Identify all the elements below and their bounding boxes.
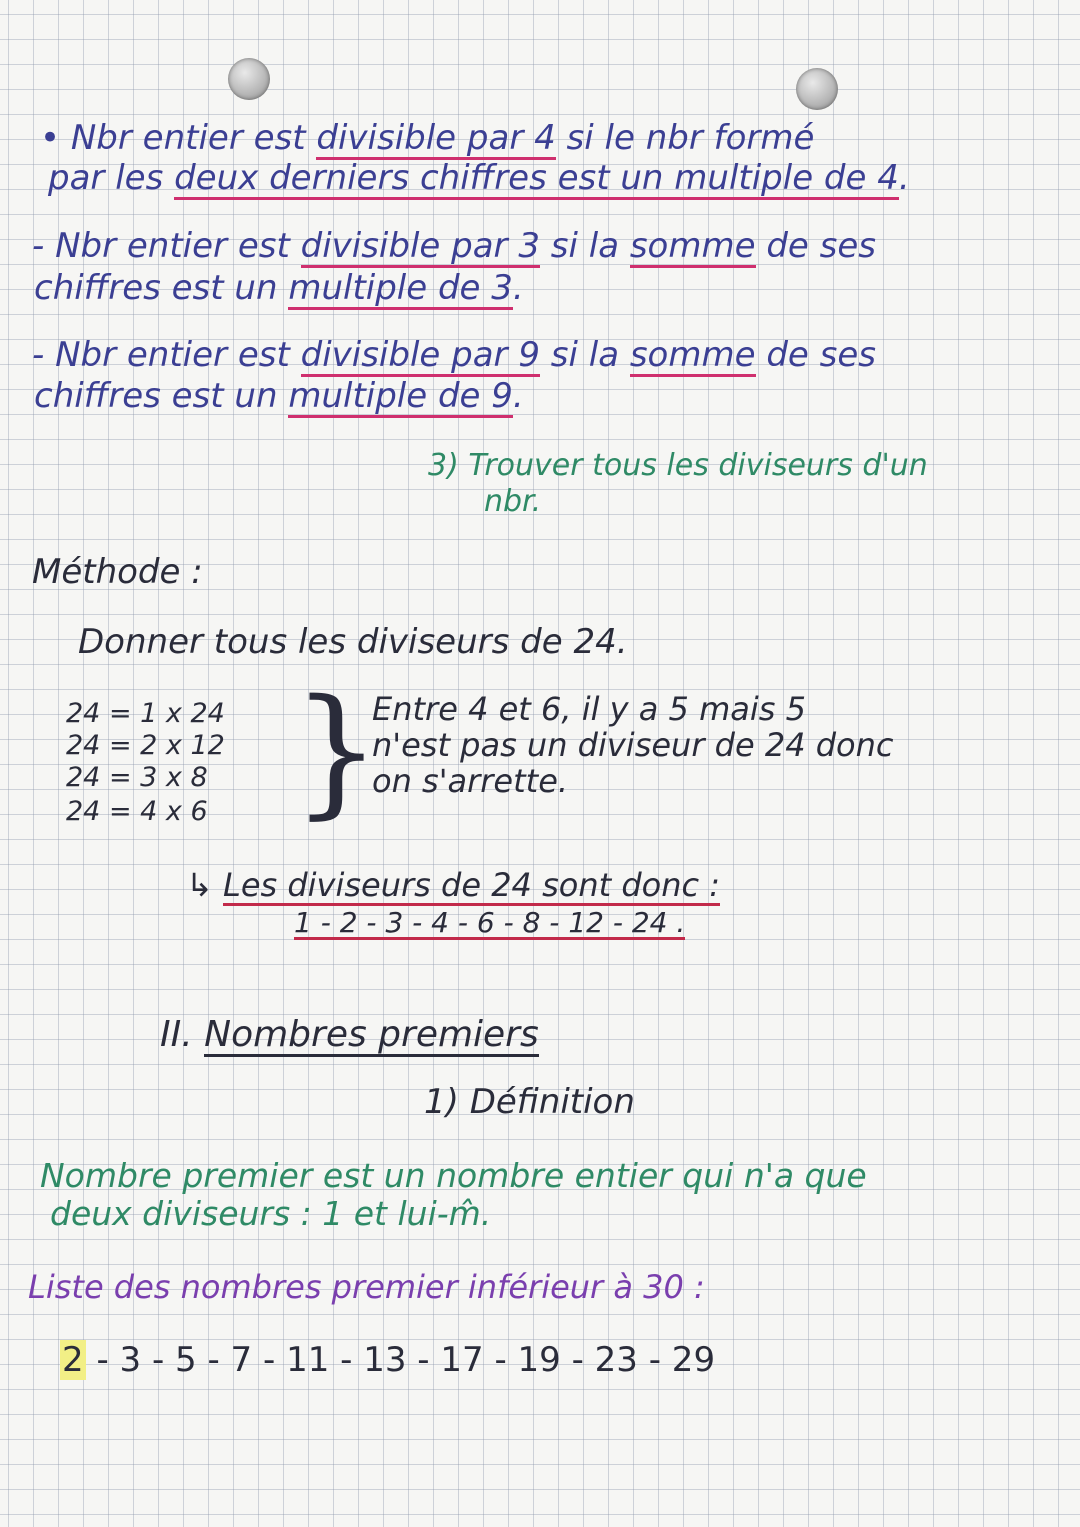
rule-divisible-by-9-line1 <box>32 335 876 377</box>
result-line <box>186 866 720 906</box>
text: . <box>512 376 524 416</box>
section-2-title: Nombres premiers <box>204 1014 539 1055</box>
method-prompt: Donner tous les diviseurs de 24. <box>78 622 628 662</box>
punch-hole-left <box>228 58 270 100</box>
text: si le nbr formé <box>555 118 815 158</box>
text: par les <box>48 158 175 198</box>
result-values <box>294 906 685 940</box>
product-2: 24 = 2 x 12 <box>66 730 225 761</box>
definition-title: 1) Définition <box>424 1082 635 1122</box>
underline-sum: somme <box>629 226 756 266</box>
text: - Nbr entier est <box>32 226 301 266</box>
rule-divisible-by-9-line2 <box>34 376 524 418</box>
rule-divisible-by-3-line2 <box>34 268 524 310</box>
section-3-title-line1: 3) Trouver tous les diviseurs d'un <box>428 448 928 483</box>
underline-last-two-digits: deux derniers chiffres est un multiple de 4 <box>174 158 899 198</box>
section-2-numeral: II. <box>160 1014 193 1055</box>
text: . <box>898 158 910 198</box>
underline-divisible-by-9: divisible par 9 <box>300 335 540 375</box>
underline-multiple-of-9: multiple de 9 <box>288 376 513 416</box>
rule-divisible-by-3-line1 <box>32 226 876 268</box>
underline-sum: somme <box>629 335 756 375</box>
text: - Nbr entier est <box>32 335 301 375</box>
text: chiffres est un <box>34 376 289 416</box>
text: • Nbr entier est <box>40 118 317 158</box>
result-label: Les diviseurs de 24 sont donc : <box>222 866 721 904</box>
note-line3: on s'arrette. <box>372 762 569 800</box>
brace-symbol: } <box>292 670 382 833</box>
definition-line2: deux diviseurs : 1 et lui-m̂. <box>50 1194 492 1233</box>
text: chiffres est un <box>34 268 289 308</box>
note-line2: n'est pas un diviseur de 24 donc <box>372 726 894 764</box>
rule-divisible-by-4-line2 <box>48 158 910 200</box>
primes-list-label: Liste des nombres premier inférieur à 30 : <box>28 1268 705 1306</box>
text: . <box>512 268 524 308</box>
underline-divisible-by-4: divisible par 4 <box>316 118 556 158</box>
text: si la <box>539 226 630 266</box>
rule-divisible-by-4-line1 <box>40 118 814 160</box>
product-4: 24 = 4 x 6 <box>66 796 208 827</box>
method-label: Méthode : <box>32 552 203 592</box>
punch-hole-right <box>796 68 838 110</box>
product-1: 24 = 1 x 24 <box>66 698 225 729</box>
primes-list <box>60 1340 715 1380</box>
underline-divisible-by-3: divisible par 3 <box>300 226 540 266</box>
primes-rest: - 3 - 5 - 7 - 11 - 13 - 17 - 19 - 23 - 29 <box>85 1340 716 1380</box>
prime-2: 2 <box>62 1340 84 1380</box>
arrow-icon: ↳ <box>186 866 213 904</box>
section-2-heading <box>160 1014 539 1057</box>
note-line1: Entre 4 et 6, il y a 5 mais 5 <box>372 690 806 728</box>
text: si la <box>539 335 630 375</box>
text: de ses <box>755 226 876 266</box>
section-3-title-line2: nbr. <box>484 484 542 519</box>
product-3: 24 = 3 x 8 <box>66 762 208 793</box>
divisors-list: 1 - 2 - 3 - 4 - 6 - 8 - 12 - 24 . <box>294 906 686 939</box>
underline-multiple-of-3: multiple de 3 <box>288 268 513 308</box>
definition-line1: Nombre premier est un nombre entier qui n'a que <box>40 1156 867 1195</box>
text: de ses <box>755 335 876 375</box>
